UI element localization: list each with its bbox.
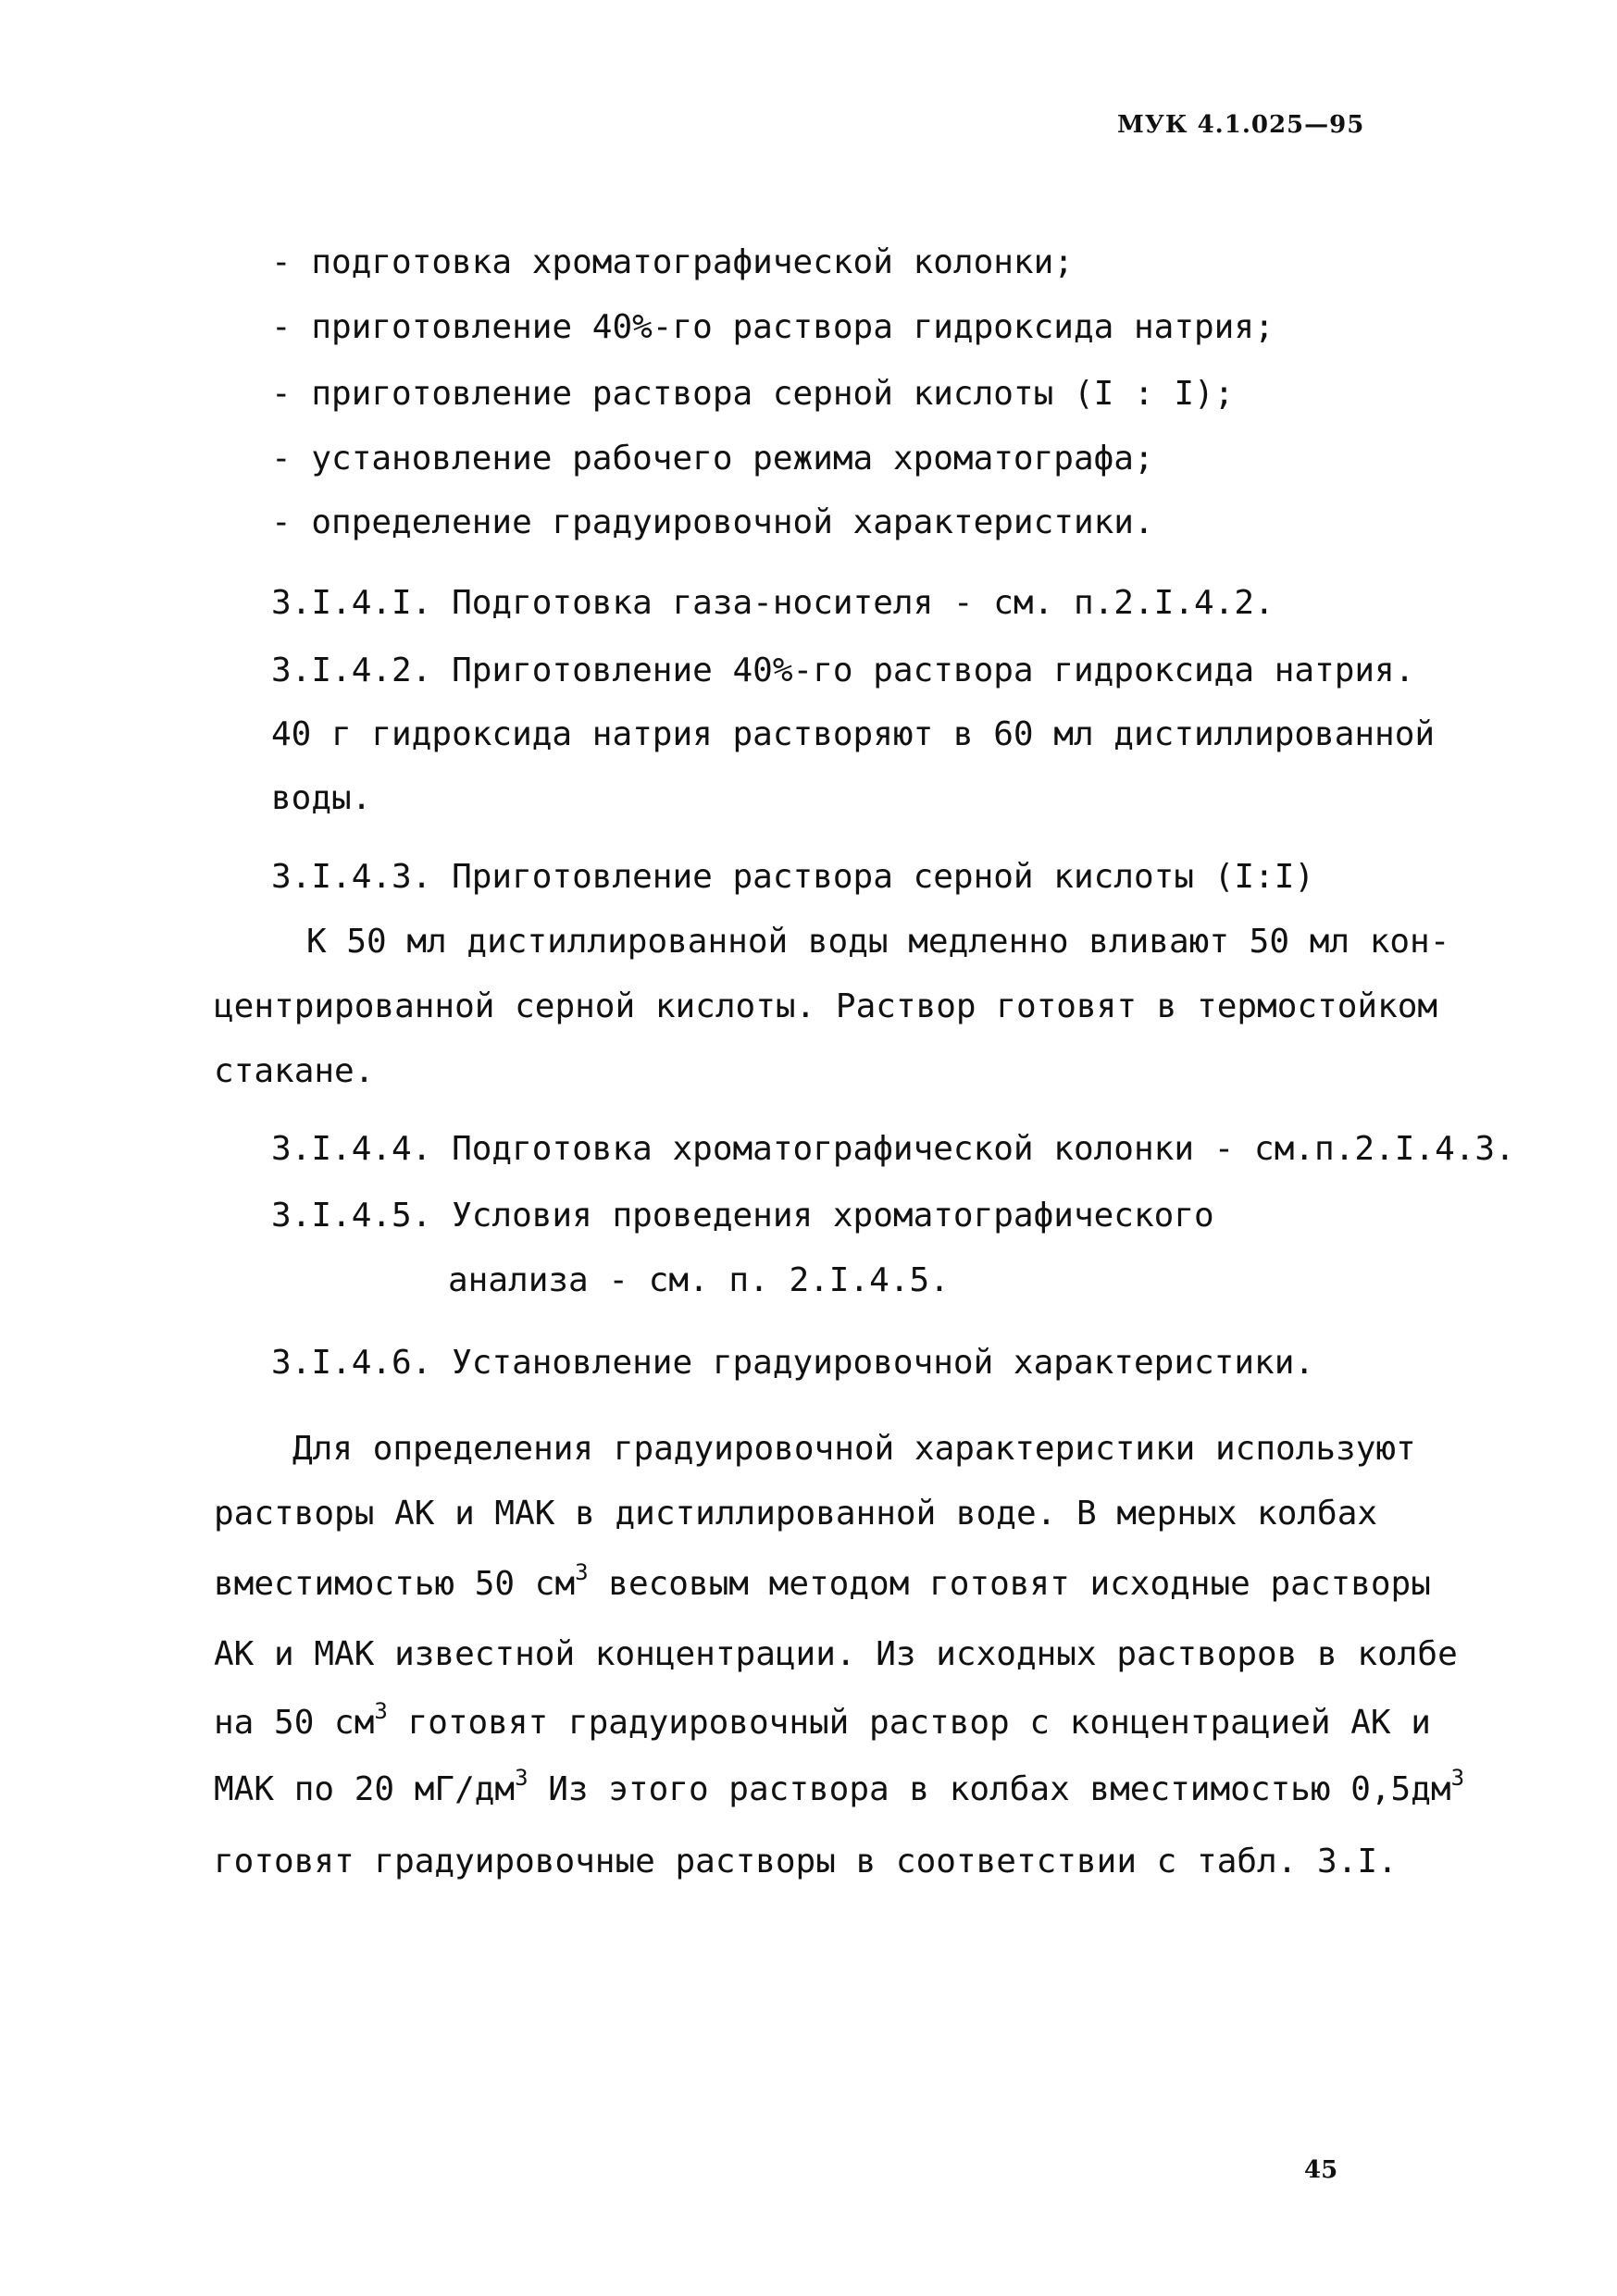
paragraph-line: К 50 мл дистиллированной воды медленно вливают 50 мл кон- (306, 923, 1450, 961)
list-item: - определение градуировочной характеристики. (271, 503, 1154, 541)
list-item: - приготовление 40%-го раствора гидроксида натрия; (271, 308, 1275, 346)
section-heading: 3.I.4.2. Приготовление 40%-го раствора гидроксида натрия. (271, 652, 1415, 689)
paragraph-line: 40 г гидроксида натрия растворяют в 60 мл дистиллированной (271, 715, 1436, 753)
section-heading-continuation: анализа - см. п. 2.I.4.5. (448, 1261, 950, 1299)
paragraph-line: вместимостью 50 $см^3$ весовым методом готовят исходные растворы (214, 1559, 1431, 1603)
document-code: МУК 4.1.025—95 (1117, 111, 1365, 139)
page-number: 45 (1304, 2156, 1338, 2184)
paragraph-line: Для определения градуировочной характеристики используют (292, 1430, 1416, 1468)
section-heading: 3.I.4.3. Приготовление раствора серной кислоты (I:I) (271, 858, 1315, 896)
paragraph-line: на 50 $см^3$ готовят градуировочный раствор с концентрацией АК и (214, 1698, 1431, 1742)
section-heading: 3.I.4.6. Установление градуировочной характеристики. (271, 1344, 1315, 1382)
paragraph-line: стакане. (214, 1052, 375, 1090)
list-item: - подготовка хроматографической колонки; (271, 243, 1074, 281)
list-item: - приготовление раствора серной кислоты (I : I); (271, 375, 1235, 413)
paragraph-line: АК и МАК известной концентрации. Из исходных растворов в колбе (214, 1635, 1458, 1673)
paragraph-line: готовят градуировочные растворы в соответствии с табл. 3.I. (214, 1843, 1398, 1880)
section-heading: 3.I.4.4. Подготовка хроматографической колонки - см.п.2.I.4.3. (271, 1130, 1515, 1168)
paragraph-line: центрированной серной кислоты. Раствор готовят в термостойком (214, 987, 1438, 1025)
paragraph-line: МАК по 20 $мГ/дм^3$ Из этого раствора в колбах вместимостью $0,5дм^3$ (214, 1765, 1465, 1808)
paragraph-line: растворы АК и МАК в дистиллированной воде. В мерных колбах (214, 1495, 1378, 1533)
section-heading: 3.I.4.I. Подготовка газа-носителя - см. п.2.I.4.2. (271, 584, 1275, 622)
paragraph-line: воды. (271, 779, 372, 817)
list-item: - установление рабочего режима хроматографа; (271, 440, 1154, 478)
section-heading: 3.I.4.5. Условия проведения хроматографического (271, 1197, 1214, 1235)
